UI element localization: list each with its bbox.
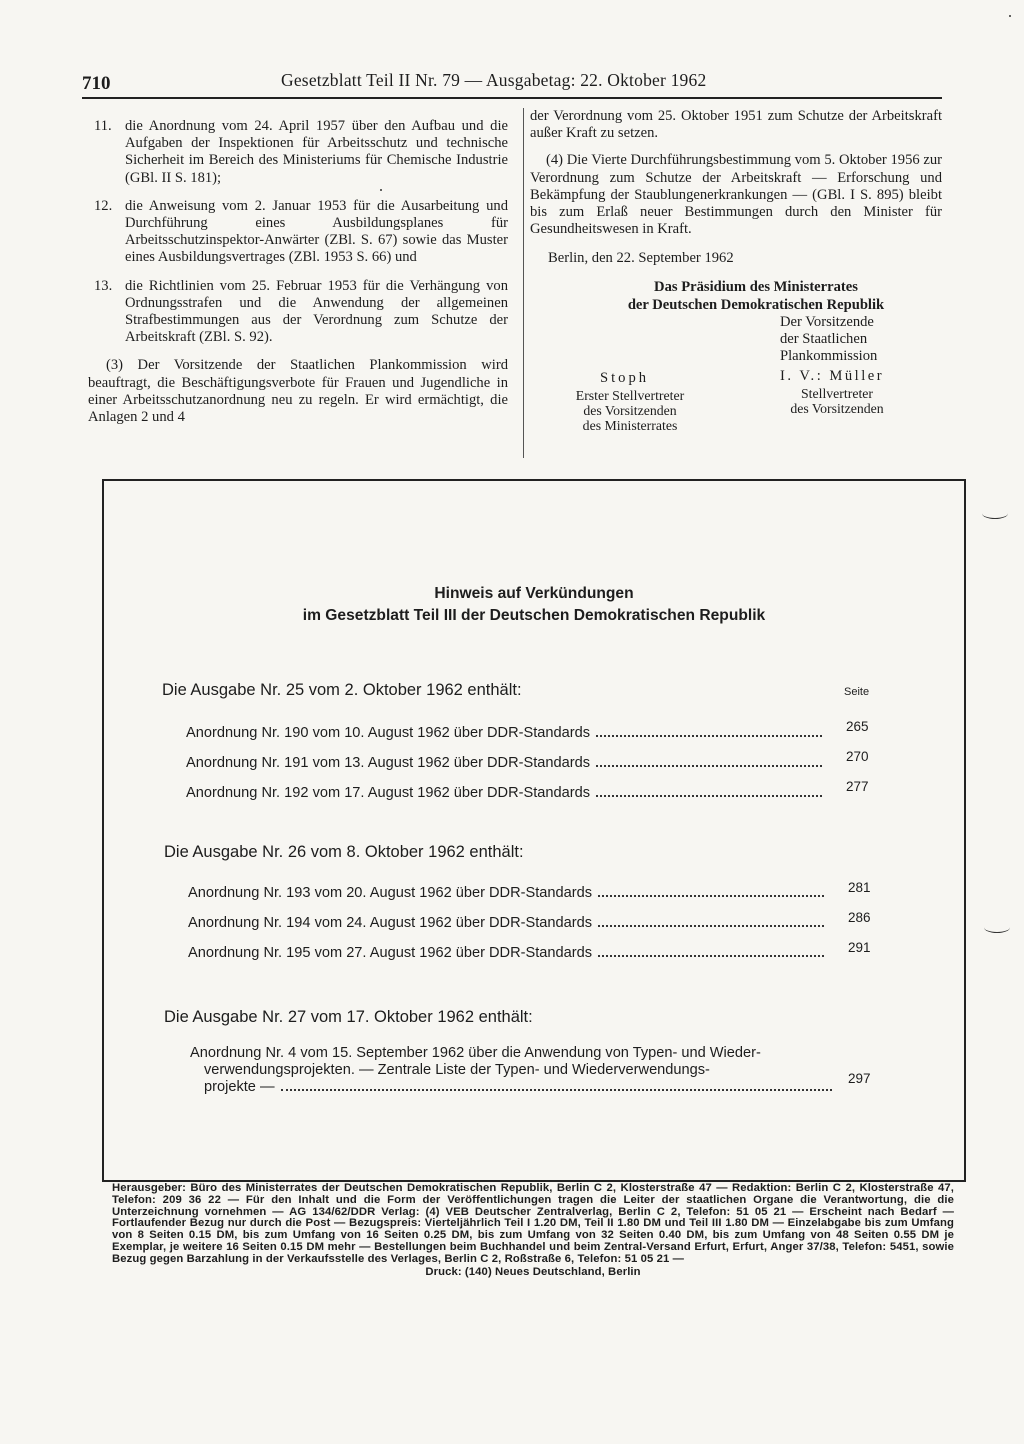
header-rule: [82, 97, 942, 99]
entry-page: 270: [846, 749, 869, 764]
right-column: [530, 108, 942, 434]
issue-heading: Die Ausgabe Nr. 26 vom 8. Oktober 1962 enthält:: [164, 843, 524, 861]
title-line: Erster Stellvertreter: [575, 387, 685, 403]
issue-heading: Die Ausgabe Nr. 25 vom 2. Oktober 1962 enthält:: [162, 681, 522, 699]
list-item-number: 12.: [94, 197, 113, 214]
list-item: [186, 755, 826, 771]
left-column: [88, 118, 508, 426]
leader-dots: [596, 793, 822, 797]
scan-dot: [1009, 15, 1011, 17]
signatory-name: I. V.: Müller: [780, 367, 885, 384]
entry-text: Anordnung Nr. 191 vom 13. August 1962 über DDR-Standards: [186, 755, 591, 771]
office-line: der Staatlichen: [780, 330, 868, 347]
entry-text-last-line: [190, 1079, 836, 1096]
notice-box: [102, 479, 966, 1182]
column-divider: [523, 108, 524, 458]
list-item: [188, 885, 828, 901]
list-item-text: die Anordnung vom 24. April 1957 über den Aufbau und die Aufgaben der Inspektionen für Arbeitsschutz und technische Sicherheit im Bereich des Ministeriums für Chemische Industrie (GBl. II S. 181);: [125, 118, 508, 186]
title-line: des Vorsitzenden: [790, 400, 884, 416]
signatory-title: [762, 386, 912, 416]
scan-mark: [982, 508, 1008, 519]
running-head: Gesetzblatt Teil II Nr. 79 — Ausgabetag: 22. Oktober 1962: [281, 70, 707, 90]
list-item: [186, 725, 826, 741]
office-title: [780, 314, 877, 365]
office-line: Plankommission: [780, 347, 878, 364]
page-column-label: Seite: [844, 686, 870, 698]
entry-text: Anordnung Nr. 194 vom 24. August 1962 über DDR-Standards: [188, 915, 593, 931]
title-line: des Ministerrates: [582, 417, 678, 433]
signature-block: [530, 314, 942, 434]
office-line: Der Vorsitzende: [780, 313, 874, 330]
scan-dot: [380, 189, 382, 191]
entry-page: 297: [848, 1071, 871, 1086]
leader-dots: [598, 953, 824, 957]
entry-text: Anordnung Nr. 192 vom 17. August 1962 über DDR-Standards: [186, 785, 591, 801]
list-item: [186, 785, 826, 801]
list-item-text: die Anweisung vom 2. Januar 1953 für die Ausarbeitung und Durchführung eines Ausbildungsplanes für Arbeitsschutzinspektor-Anwärter (ZBl. S. 67) sowie das Muster eines Ausbildungsvertrages (ZBl. 1953 S. 66) und: [125, 197, 508, 266]
entry-page: 265: [846, 719, 869, 734]
leader-dots: [598, 893, 824, 897]
notice-title-line: Hinweis auf Verkündungen: [434, 585, 634, 602]
entry-page: 277: [846, 779, 869, 794]
list-item-number: 11.: [94, 118, 112, 134]
title-line: des Vorsitzenden: [583, 402, 677, 418]
entry-page: 281: [848, 880, 871, 895]
imprint-text: Herausgeber: Büro des Ministerrates der Deutschen Demokratischen Republik, Berlin C 2, Klosterstraße 47 — Redaktion: Berlin C 2, Klosterstraße 47, Telefon: 209 36 22 — Für den Inhalt und die Form der Veröffentlichungen tragen die Leiter der staatlichen Organe die Verantwortung, die die Unterzeichnung vornehmen — AG 134/62/DDR Verlag: (4) VEB Deutscher Zentralverlag, Berlin C 2, Telefon: 51 05 21 — Erscheint nach Bedarf — Fortlaufender Bezug nur durch die Post — Bezugspreis: Vierteljährlich Teil I 1.20 DM, Teil II 1.80 DM und Teil III 1.80 DM — Einzelabgabe bis zum Umfang von 8 Seiten 0.15 DM, bis zum Umfang von 16 Seiten 0.25 DM, bis zum Umfang von 32 Seiten 0.40 DM, bis zum Umfang von 48 Seiten 0.55 DM je Exemplar, je weitere 16 Seiten 0.15 DM mehr — Bestellungen beim Buchhandel und beim Zentral-Versand Erfurt, Erfurt, Anger 37/38, Telefon: 5451, sowie Bezug gegen Barzahlung in der Verkaufsstelle des Verlages, Berlin C 2, Roßstraße 6, Telefon: 51 05 21 —: [112, 1182, 954, 1265]
list-item-text: die Richtlinien vom 25. Februar 1953 für die Verhängung von Ordnungsstrafen und die Anwendung der allgemeinen Strafbestimmungen aus der Verordnung zum Schutze der Arbeitskraft (ZBl. S. 92).: [125, 277, 508, 346]
presidium-heading: [570, 278, 942, 314]
notice-title: [104, 583, 964, 627]
title-line: Stellvertreter: [800, 385, 874, 401]
printer-line: Druck: (140) Neues Deutschland, Berlin: [425, 1265, 641, 1278]
entry-text: Anordnung Nr. 4 vom 15. September 1962 über die Anwendung von Typen- und Wieder-: [190, 1045, 761, 1061]
list-item-number: 13.: [94, 277, 113, 294]
issue-heading: Die Ausgabe Nr. 27 vom 17. Oktober 1962 enthält:: [164, 1008, 533, 1026]
entry-text: Anordnung Nr. 190 vom 10. August 1962 über DDR-Standards: [186, 725, 591, 741]
list-item: [94, 118, 508, 187]
paragraph-4: (4) Die Vierte Durchführungsbestimmung vom 5. Oktober 1956 zur Verordnung zum Schutze der Arbeitskraft — Erforschung und Bekämpfung der Staublungenerkrankungen — (GBl. I S. 895) bleibt bis zum Erlaß neuer Bestimmungen durch den Minister für Gesundheitswesen in Kraft.: [530, 152, 942, 238]
leader-dots: [281, 1087, 832, 1091]
place-date: Berlin, den 22. September 1962: [548, 250, 734, 267]
entry-text: projekte —: [204, 1079, 275, 1095]
list-item: [190, 1045, 836, 1096]
list-item: [94, 278, 508, 347]
leader-dots: [596, 763, 822, 767]
imprint: [112, 1183, 954, 1278]
entry-text: verwendungsprojekten. — Zentrale Liste der Typen- und Wiederverwendungs-: [204, 1062, 710, 1078]
leader-dots: [598, 923, 824, 927]
continuation-text: der Verordnung vom 25. Oktober 1951 zum Schutze der Arbeitskraft außer Kraft zu setzen.: [530, 108, 942, 142]
entry-text: Anordnung Nr. 193 vom 20. August 1962 über DDR-Standards: [188, 885, 593, 901]
list-item: [188, 915, 828, 931]
paragraph-3: (3) Der Vorsitzende der Staatlichen Plankommission wird beauftragt, die Beschäftigungsverbote für Frauen und Jugendliche in einer Arbeitsschutzanordnung neu zu regeln. Er wird ermächtigt, die Anlagen 2 und 4: [88, 357, 508, 426]
signatory-title: [550, 388, 710, 433]
entry-page: 291: [848, 940, 871, 955]
entry-page: 286: [848, 910, 871, 925]
presidium-line: Das Präsidium des Ministerrates: [654, 278, 858, 295]
leader-dots: [596, 733, 822, 737]
notice-title-line: im Gesetzblatt Teil III der Deutschen Demokratischen Republik: [302, 607, 766, 624]
list-item: [94, 198, 508, 267]
presidium-line: der Deutschen Demokratischen Republik: [627, 296, 885, 313]
entry-text: Anordnung Nr. 195 vom 27. August 1962 über DDR-Standards: [188, 945, 593, 961]
signatory-name: Stoph: [600, 369, 650, 386]
list-item: [188, 945, 828, 961]
page-number: 710: [82, 73, 111, 94]
scan-mark: [984, 922, 1010, 933]
